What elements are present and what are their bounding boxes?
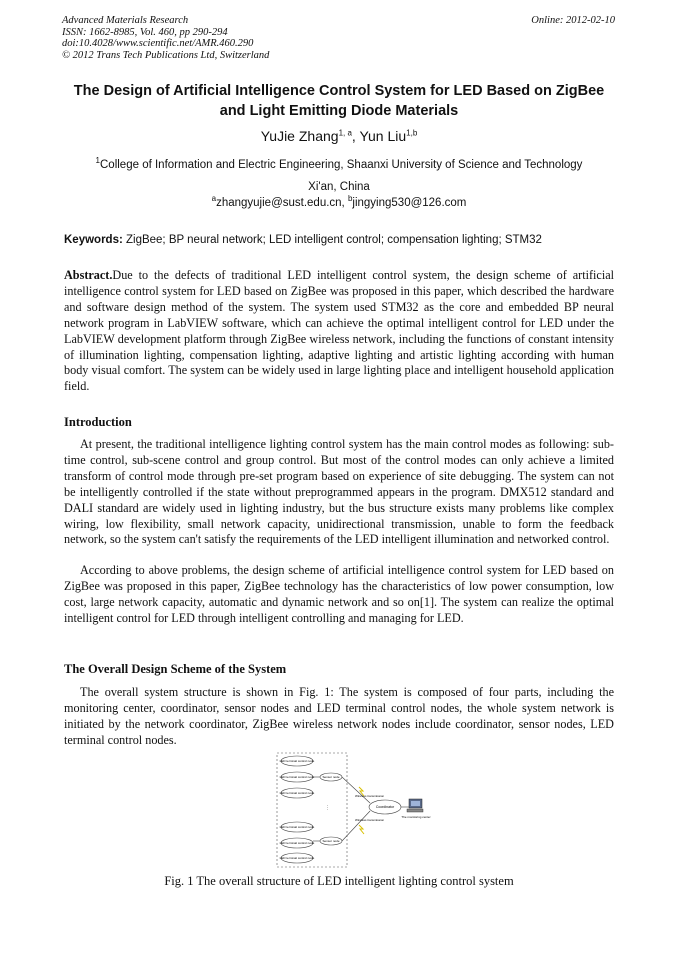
- led-node-label: LED terminal control node: [279, 856, 315, 860]
- affiliation-sup: 1: [95, 156, 100, 166]
- journal-issn: ISSN: 1662-8985, Vol. 460, pp 290-294: [62, 26, 228, 38]
- design-heading: The Overall Design Scheme of the System: [64, 662, 287, 676]
- figure-caption: Fig. 1 The overall structure of LED intelligent lighting control system: [164, 874, 514, 888]
- email-line: [62, 194, 616, 209]
- lightning-icon: [359, 825, 364, 834]
- affiliation: [62, 154, 616, 198]
- system-structure-diagram: [275, 751, 431, 869]
- abstract-text: Due to the defects of traditional LED intelligent control system, the design scheme of artificial intelligence control system for LED based on ZigBee was proposed in this paper, which described the hardware and software design method of the system. The system used STM32 as the core and embedded BP neural network program in LabVIEW software, which can achieve the optimal intelligent control for LED under the LabVIEW development platform through ZigBee wireless network, including the functions of constant intensity of illumination lighting, compensation lighting, adaptive lighting and artistic lighting according with human body visual comfort. The system can be widely used in large lighting place and intelligent household application field.: [64, 268, 614, 394]
- ellipsis-dots: ⋮: [325, 805, 330, 811]
- affiliation-line-2: Xi'an, China: [308, 181, 370, 193]
- node-group-box: [277, 753, 347, 867]
- email-b-sup: b: [347, 194, 353, 204]
- affiliation-line-1: College of Information and Electric Engineering, Shaanxi University of Science and Technology: [100, 159, 583, 171]
- author-2-sup: 1,b: [406, 128, 418, 138]
- introduction-paragraph-2: According to above problems, the design scheme of artificial intelligence control system for LED based on ZigBee was proposed in this paper, ZigBee technology has the characteristics of low power consumption, low cost, large network capacity, automatic and dynamic network and so on[1]. The system can realize the optimal intelligent control for LED through intelligent controlling and managing for LED.: [64, 563, 614, 625]
- author-2: Yun Liu: [359, 128, 407, 144]
- email-b[interactable]: jingying530@126.com: [352, 197, 467, 209]
- led-node-label: LED terminal control node: [279, 759, 315, 763]
- journal-header: [62, 15, 269, 61]
- introduction-paragraph-1: At present, the traditional intelligence lighting control system has the main control modes as following: sub-time control, sub-scene control and group control. But most of the control modes can only achieve a limited transform of control mode through pre-set program based on experience of site debugging. The system can not be intelligently controlled if the state without preprogrammed appears in the program. DMX512 standard and DALI standard are widely used in lighting industry, but the bus structure exists many problems like complex wiring, low flexibility, small network capacity, unidirectional transmission, unable to form the feedback network, so the system can't satisfy the requirements of the LED intelligent illumination and networked control.: [64, 437, 614, 547]
- keywords-label: Keywords:: [64, 234, 123, 246]
- journal-doi: doi:10.4028/www.scientific.net/AMR.460.290: [62, 38, 254, 49]
- sensor-node-label: Sensor node: [322, 839, 340, 843]
- figure-1: [275, 751, 431, 869]
- journal-name: Advanced Materials Research: [62, 15, 189, 26]
- wireless-label-top: Wireless transmission: [355, 794, 385, 798]
- introduction-heading: Introduction: [64, 415, 132, 429]
- led-node-label: LED terminal control node: [279, 825, 315, 829]
- email-a-sup: a: [211, 194, 217, 204]
- author-line: [62, 128, 616, 144]
- design-paragraph-1: The overall system structure is shown in Fig. 1: The system is composed of four parts, including the monitoring center, coordinator, sensor nodes and LED terminal control nodes, the whole system network is initiated by the network coordinator, ZigBee wireless network nodes include coordinator, sensor nodes, LED terminal control nodes.: [64, 685, 614, 747]
- led-node-label: LED terminal control node: [279, 841, 315, 845]
- journal-copyright: © 2012 Trans Tech Publications Ltd, Switzerland: [62, 49, 270, 61]
- monitoring-center-label: The monitoring center: [401, 815, 431, 819]
- wireless-label-bottom: Wireless transmission: [355, 818, 385, 822]
- keywords-text: ZigBee; BP neural network; LED intelligent control; compensation lighting; STM32: [122, 234, 542, 246]
- paper-title: The Design of Artificial Intelligence Control System for LED Based on ZigBee and Light Emitting Diode Materials: [73, 83, 605, 119]
- email-a[interactable]: zhangyujie@sust.edu.cn,: [216, 197, 348, 209]
- author-separator: ,: [351, 128, 360, 144]
- abstract-label: Abstract.: [64, 268, 113, 282]
- keywords: [64, 234, 542, 246]
- author-1: YuJie Zhang: [260, 128, 339, 144]
- computer-icon: [407, 799, 423, 812]
- abstract: [64, 268, 614, 395]
- sensor-node-label: Sensor node: [322, 775, 340, 779]
- led-node-label: LED terminal control node: [279, 791, 315, 795]
- led-node-label: LED terminal control node: [279, 775, 315, 779]
- online-date: Online: 2012-02-10: [531, 15, 615, 26]
- coordinator-label: Coordinator: [375, 805, 395, 809]
- author-1-sup: 1, a: [338, 128, 352, 138]
